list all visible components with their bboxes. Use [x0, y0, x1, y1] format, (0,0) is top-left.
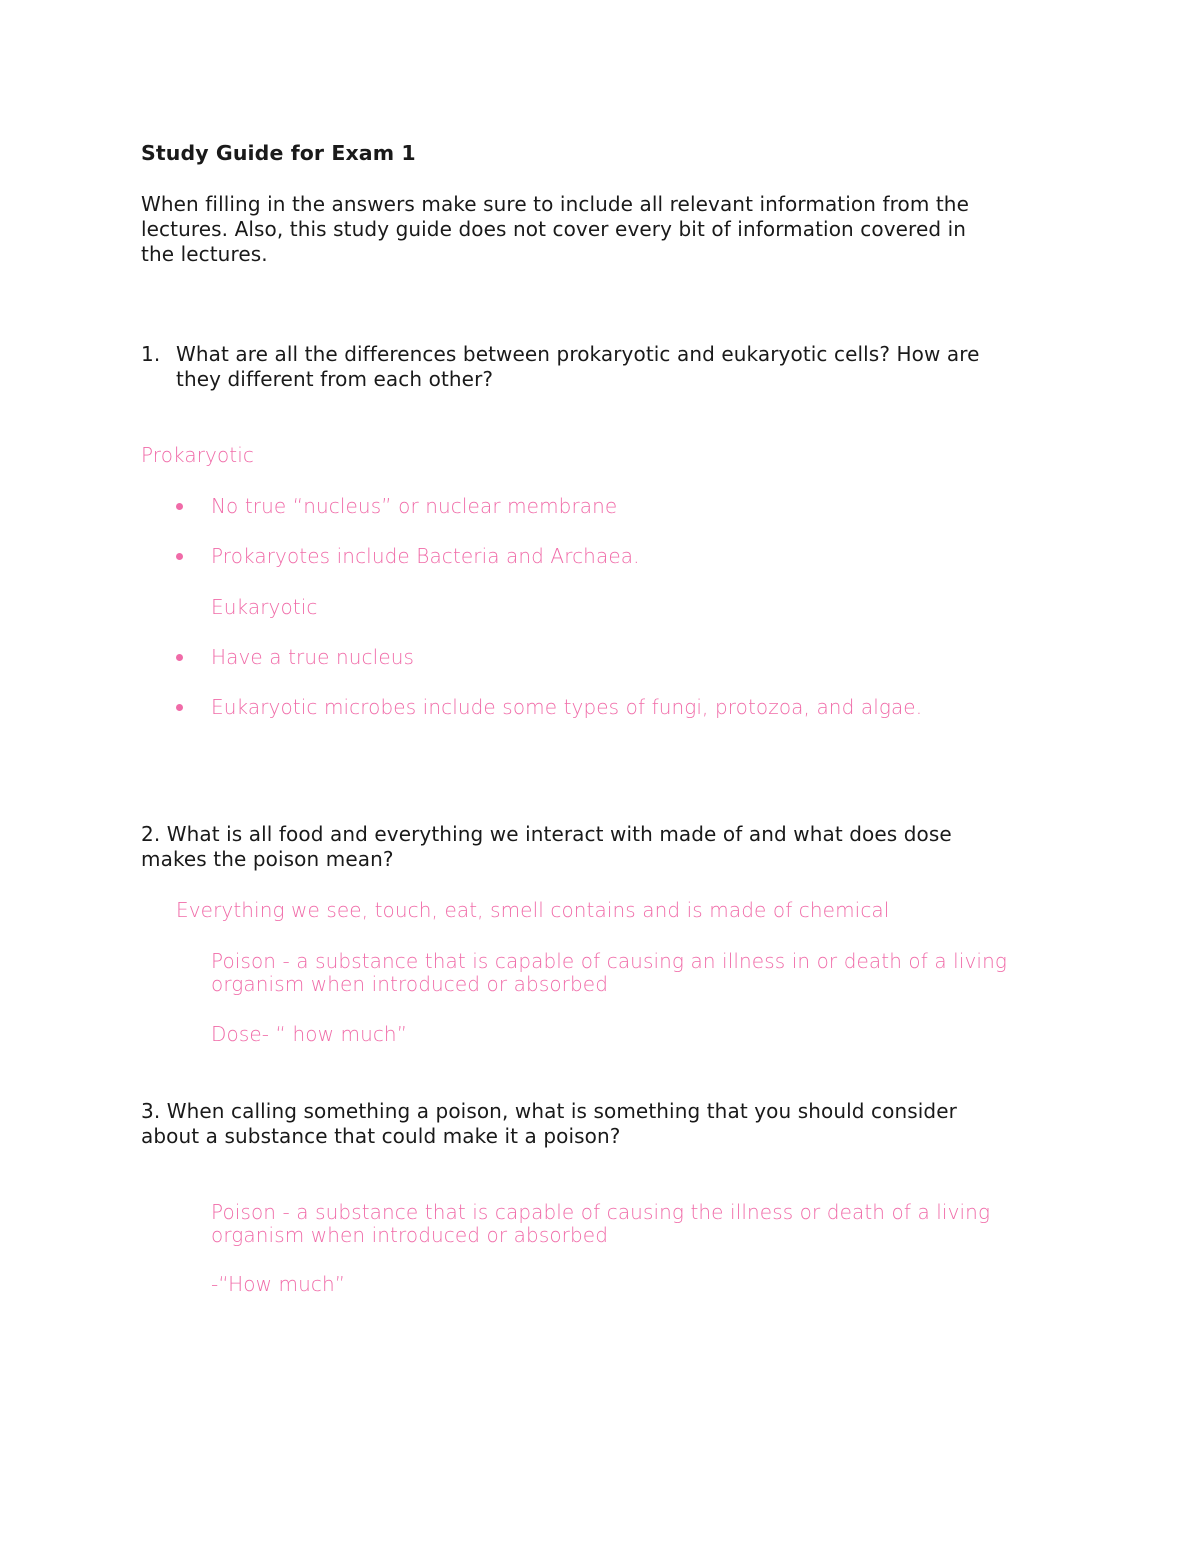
document-title: Study Guide for Exam 1 — [141, 141, 416, 165]
prokaryotic-heading: Prokaryotic — [141, 443, 255, 467]
bullet-icon — [176, 704, 183, 711]
question-1-text: What are all the differences between prokaryotic and eukaryotic cells? How are — [176, 342, 980, 366]
poison-definition: organism when introduced or absorbed — [211, 972, 608, 996]
question-2-text: makes the poison mean? — [141, 847, 394, 871]
bullet-icon — [176, 553, 183, 560]
question-1-number: 1. — [141, 342, 161, 366]
poison-definition: Poison - a substance that is capable of causing an illness in or death of a living — [211, 949, 1007, 973]
question-2-answer: Everything we see, touch, eat, smell contains and is made of chemical — [176, 898, 890, 922]
question-2-text: 2. What is all food and everything we interact with made of and what does dose — [141, 822, 952, 846]
question-3-text: 3. When calling something a poison, what is something that you should consider — [141, 1099, 957, 1123]
how-much-note: -“How much” — [211, 1272, 346, 1296]
question-1-text: they different from each other? — [176, 367, 494, 391]
intro-line: When filling in the answers make sure to include all relevant information from the — [141, 192, 969, 216]
bullet-icon — [176, 503, 183, 510]
eukaryotic-bullet: Have a true nucleus — [211, 645, 415, 669]
poison-definition: Poison - a substance that is capable of causing the illness or death of a living — [211, 1200, 991, 1224]
prokaryotic-bullet: Prokaryotes include Bacteria and Archaea. — [211, 544, 640, 568]
bullet-icon — [176, 654, 183, 661]
eukaryotic-bullet: Eukaryotic microbes include some types of fungi, protozoa, and algae. — [211, 695, 923, 719]
eukaryotic-heading: Eukaryotic — [211, 595, 318, 619]
prokaryotic-bullet: No true “nucleus” or nuclear membrane — [211, 494, 618, 518]
intro-line: lectures. Also, this study guide does not cover every bit of information covered in — [141, 217, 967, 241]
poison-definition: organism when introduced or absorbed — [211, 1223, 608, 1247]
question-3-text: about a substance that could make it a poison? — [141, 1124, 621, 1148]
intro-line: the lectures. — [141, 242, 268, 266]
dose-definition: Dose- “ how much” — [211, 1022, 408, 1046]
